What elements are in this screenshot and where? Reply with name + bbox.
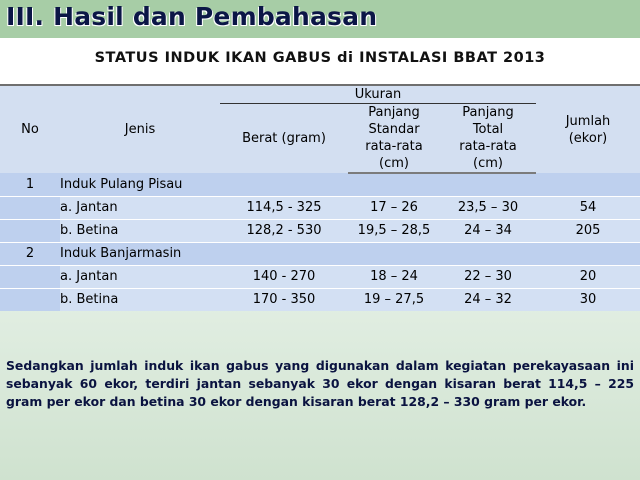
col-pt-line-2: Total bbox=[440, 121, 536, 138]
table-row bbox=[0, 220, 640, 243]
cell-berat: 114,5 - 325 bbox=[220, 197, 348, 220]
cell-jumlah: 20 bbox=[536, 266, 640, 289]
table-row bbox=[0, 266, 640, 289]
cell-panjang-total: 24 – 32 bbox=[440, 289, 536, 312]
cell-jenis: a. Jantan bbox=[60, 266, 220, 289]
table-row bbox=[0, 289, 640, 312]
status-table bbox=[0, 84, 640, 311]
col-ukuran: Ukuran bbox=[220, 85, 536, 104]
cell-jenis: b. Betina bbox=[60, 220, 220, 243]
cell-panjang-standar: 18 – 24 bbox=[348, 266, 440, 289]
table-header bbox=[0, 85, 640, 173]
cell-panjang-standar: 17 – 26 bbox=[348, 197, 440, 220]
cell-berat: 140 - 270 bbox=[220, 266, 348, 289]
cell-berat: 128,2 - 530 bbox=[220, 220, 348, 243]
col-pt-line-1: Panjang bbox=[440, 104, 536, 122]
cell-jumlah: 54 bbox=[536, 197, 640, 220]
cell-panjang-standar: 19 – 27,5 bbox=[348, 289, 440, 312]
table-body bbox=[0, 173, 640, 311]
cell-jumlah: 205 bbox=[536, 220, 640, 243]
group-row bbox=[0, 243, 640, 266]
slide-heading: III. Hasil dan Pembahasan bbox=[6, 2, 378, 31]
col-jumlah-line-1: Jumlah bbox=[565, 113, 611, 129]
table-title: STATUS INDUK IKAN GABUS di INSTALASI BBAT 2013 bbox=[94, 50, 546, 66]
table-row bbox=[0, 197, 640, 220]
col-pt-line-3: rata-rata bbox=[440, 138, 536, 155]
col-ps-line-4: (cm) bbox=[348, 155, 440, 173]
cell-panjang-standar: 19,5 – 28,5 bbox=[348, 220, 440, 243]
group-no: 1 bbox=[0, 173, 60, 197]
col-berat: Berat (gram) bbox=[220, 104, 348, 174]
cell-panjang-total: 22 – 30 bbox=[440, 266, 536, 289]
group-row bbox=[0, 173, 640, 197]
col-jumlah bbox=[536, 85, 640, 173]
col-pt-line-4: (cm) bbox=[440, 155, 536, 173]
cell-panjang-total: 24 – 34 bbox=[440, 220, 536, 243]
cell-jenis: a. Jantan bbox=[60, 197, 220, 220]
col-ps-line-1: Panjang bbox=[348, 104, 440, 122]
col-jumlah-line-2: (ekor) bbox=[568, 130, 608, 146]
body-paragraph: Sedangkan jumlah induk ikan gabus yang digunakan dalam kegiatan perekayasaan ini sebanyak 60 ekor, terdiri jantan sebanyak 30 ekor dengan kisaran berat 114,5 – 225 gram per ekor dan betina 30 ekor dengan kisaran berat 128,2 – 330 gram per ekor. bbox=[6, 358, 634, 410]
group-name: Induk Pulang Pisau bbox=[60, 173, 220, 197]
group-no: 2 bbox=[0, 243, 60, 266]
cell-berat: 170 - 350 bbox=[220, 289, 348, 312]
col-no: No bbox=[0, 85, 60, 173]
col-ps-line-2: Standar bbox=[348, 121, 440, 138]
col-ps-line-3: rata-rata bbox=[348, 138, 440, 155]
cell-jenis: b. Betina bbox=[60, 289, 220, 312]
group-name: Induk Banjarmasin bbox=[60, 243, 220, 266]
col-jenis: Jenis bbox=[60, 85, 220, 173]
cell-jumlah: 30 bbox=[536, 289, 640, 312]
cell-panjang-total: 23,5 – 30 bbox=[440, 197, 536, 220]
